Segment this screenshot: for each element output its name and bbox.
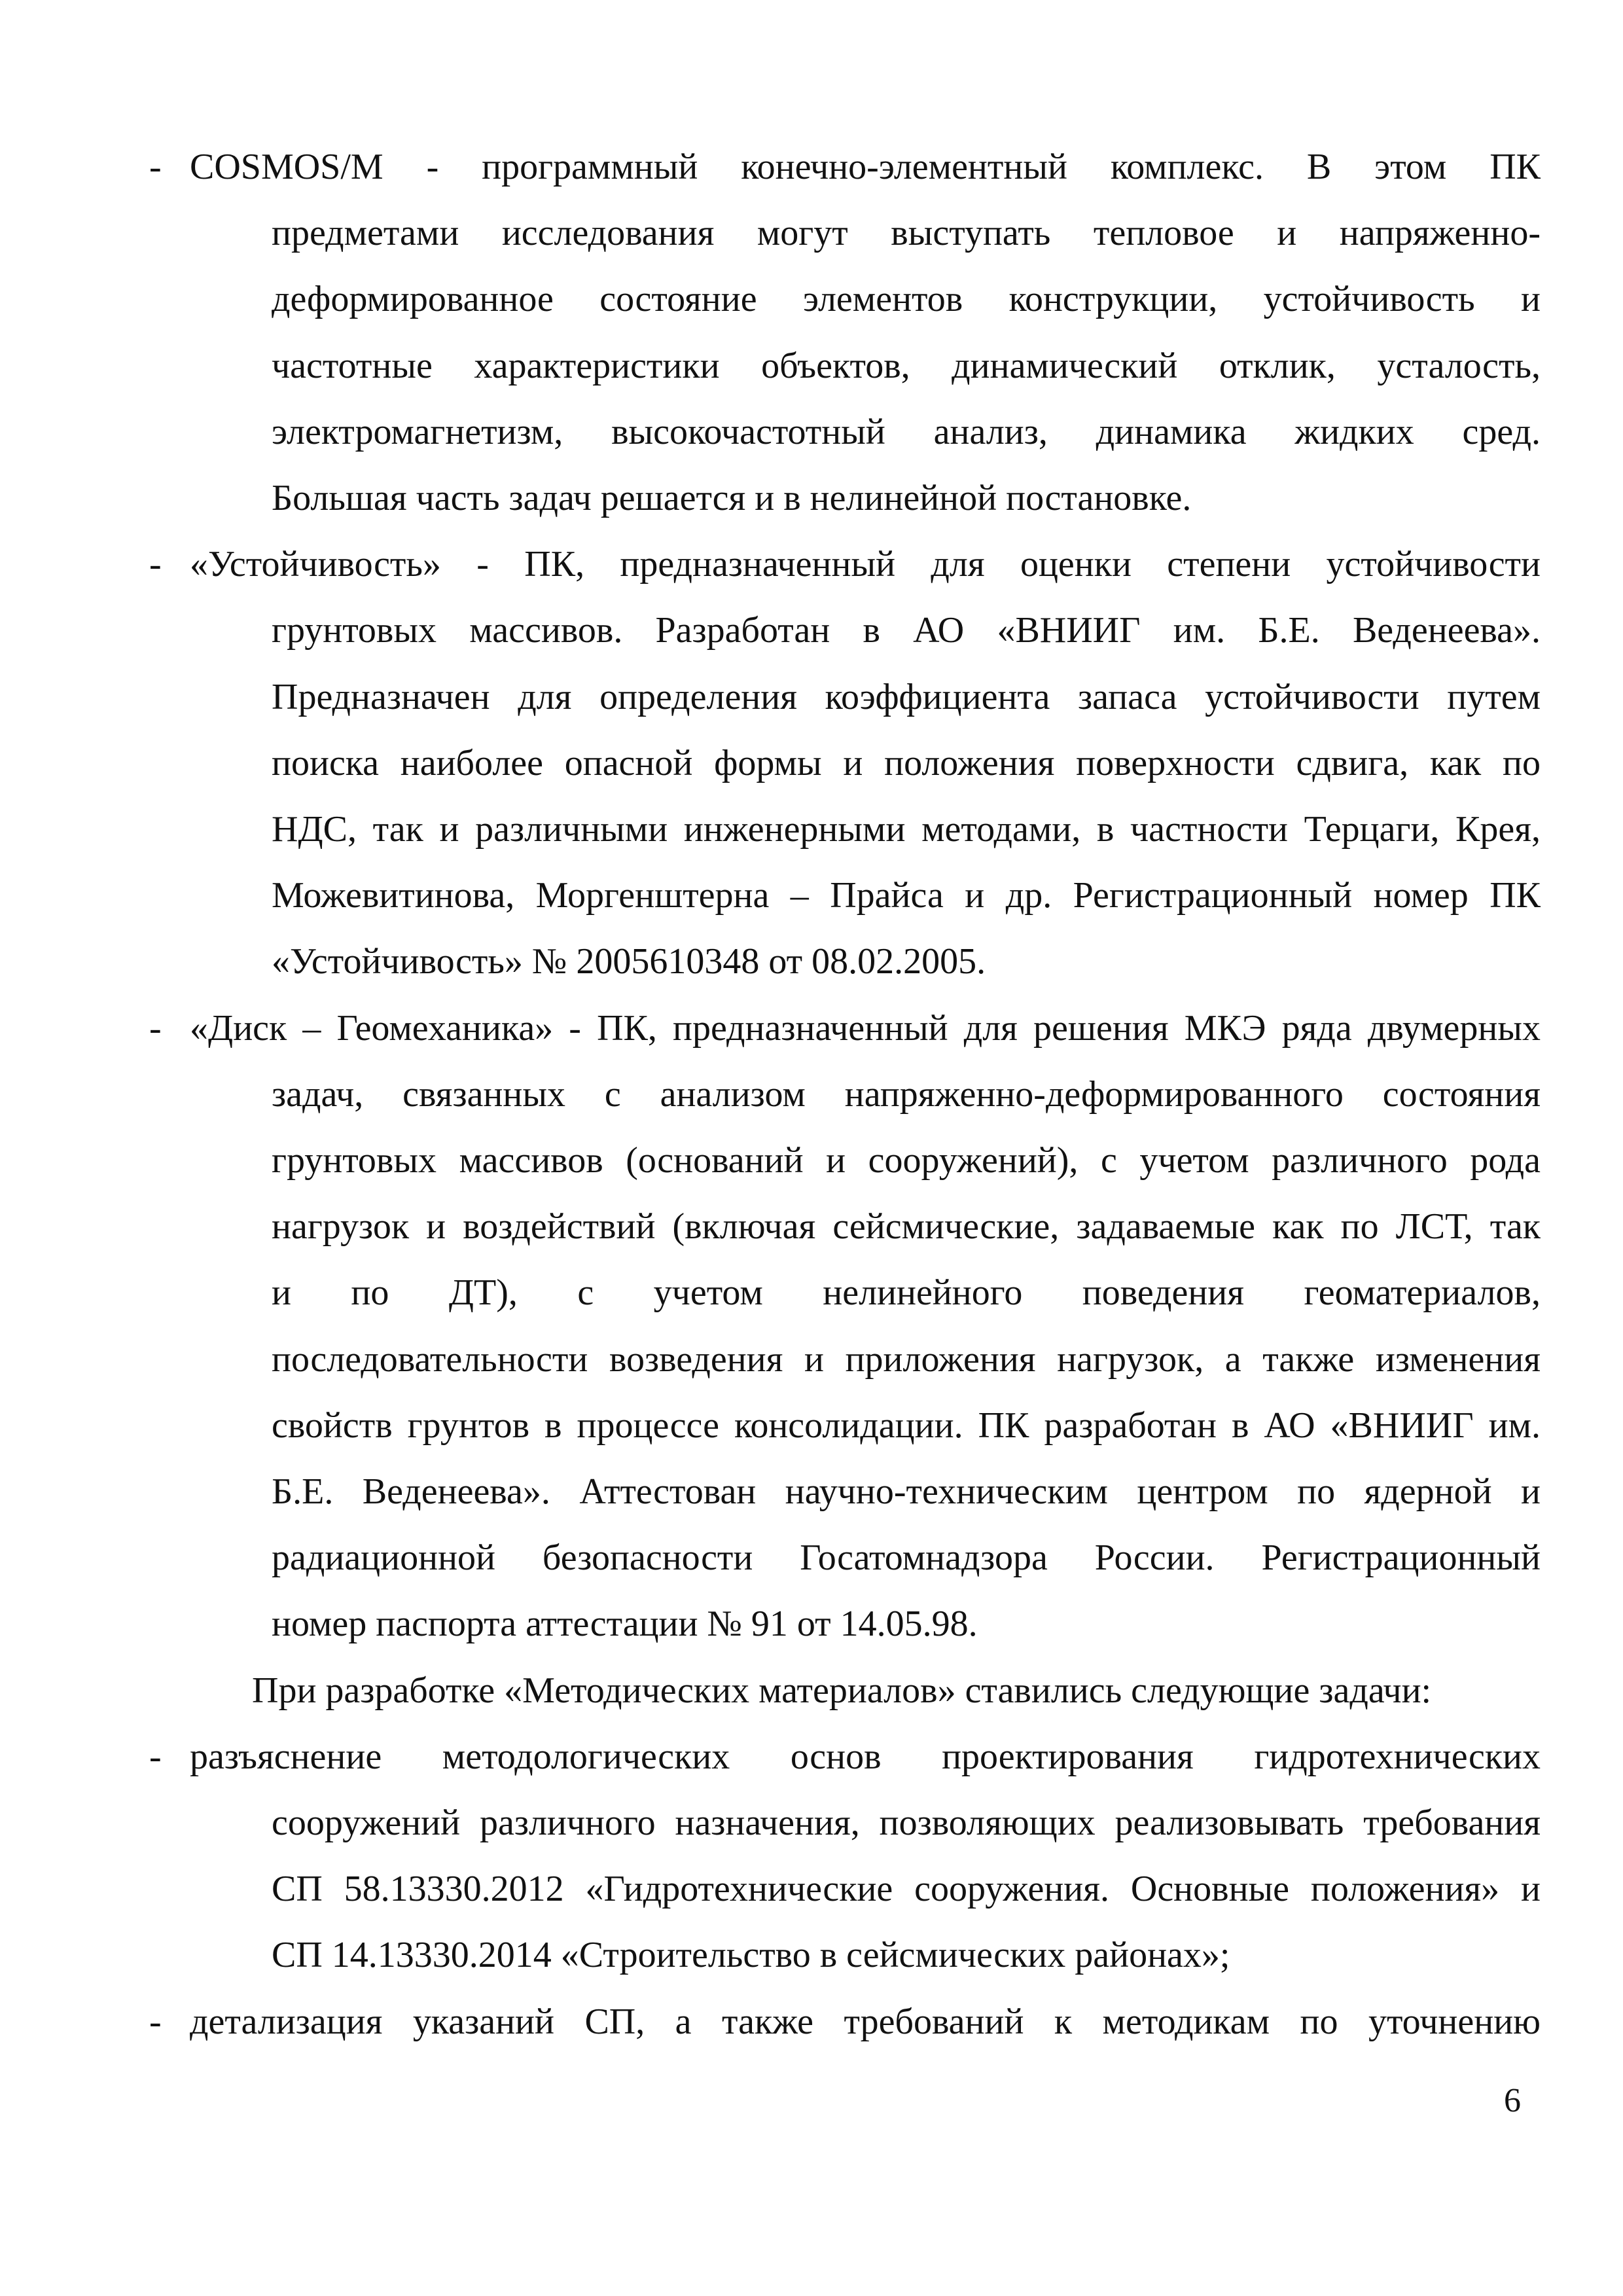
- list-item-first-line: [0, 134, 1623, 200]
- list-dash-marker: -: [149, 2001, 162, 2042]
- text-line: [0, 1922, 1623, 1988]
- line-text: «Устойчивость» № 2005610348 от 08.02.2005.: [272, 941, 986, 982]
- text-line: [0, 664, 1623, 730]
- line-text: СП 14.13330.2014 «Строительство в сейсмических районах»;: [272, 1935, 1230, 1975]
- page-number: 6: [1504, 2082, 1521, 2119]
- line-text: грунтовых массивов. Разработан в АО «ВНИИГ им. Б.Е. Веденеева».: [272, 610, 1541, 651]
- line-text: сооружений различного назначения, позволяющих реализовывать требования: [272, 1803, 1541, 1843]
- text-line: [0, 1260, 1623, 1325]
- text-line: [0, 1790, 1623, 1856]
- text-line: [0, 1525, 1623, 1590]
- list-dash-marker: -: [149, 544, 162, 584]
- line-text: частотные характеристики объектов, динамический отклик, усталость,: [272, 346, 1541, 386]
- text-line: [0, 200, 1623, 266]
- text-line: [0, 333, 1623, 399]
- text-line: [0, 1856, 1623, 1922]
- line-text: НДС, так и различными инженерными методами, в частности Терцаги, Крея,: [272, 809, 1541, 850]
- line-text: детализация указаний СП, а также требований к методикам по уточнению: [190, 2001, 1541, 2042]
- text-line: [0, 1591, 1623, 1657]
- line-text: последовательности возведения и приложения нагрузок, а также изменения: [272, 1339, 1541, 1380]
- line-text: поиска наиболее опасной формы и положения поверхности сдвига, как по: [272, 743, 1541, 783]
- text-line: [0, 730, 1623, 796]
- text-line: [0, 1393, 1623, 1458]
- text-line: [0, 1459, 1623, 1524]
- line-text: электромагнетизм, высокочастотный анализ, динамика жидких сред.: [272, 412, 1541, 452]
- paragraph-line: [0, 1658, 1623, 1723]
- line-text: «Устойчивость» - ПК, предназначенный для оценки степени устойчивости: [190, 544, 1541, 584]
- text-line: [0, 465, 1623, 531]
- text-line: [0, 929, 1623, 994]
- line-text: «Диск – Геомеханика» - ПК, предназначенный для решения МКЭ ряда двумерных: [190, 1008, 1541, 1049]
- text-line: [0, 598, 1623, 663]
- list-dash-marker: -: [149, 147, 162, 187]
- line-text: разъяснение методологических основ проектирования гидротехнических: [190, 1736, 1541, 1777]
- line-text: Можевитинова, Моргенштерна – Прайса и др. Регистрационный номер ПК: [272, 875, 1541, 916]
- line-text: Большая часть задач решается и в нелинейной постановке.: [272, 478, 1192, 518]
- line-text: предметами исследования могут выступать тепловое и напряженно-: [272, 213, 1541, 253]
- line-text: нагрузок и воздействий (включая сейсмические, задаваемые как по ЛСТ, так: [272, 1206, 1541, 1247]
- line-text: СП 58.13330.2012 «Гидротехнические сооружения. Основные положения» и: [272, 1869, 1541, 1909]
- list-item-first-line: [0, 531, 1623, 597]
- list-item-first-line: [0, 1724, 1623, 1789]
- text-line: [0, 1327, 1623, 1392]
- list-dash-marker: -: [149, 1736, 162, 1777]
- line-text: деформированное состояние элементов конструкции, устойчивость и: [272, 279, 1541, 319]
- line-text: свойств грунтов в процессе консолидации. ПК разработан в АО «ВНИИГ им.: [272, 1405, 1541, 1446]
- text-line: [0, 863, 1623, 928]
- list-item-first-line: [0, 1989, 1623, 2054]
- line-text: Б.Е. Веденеева». Аттестован научно-техническим центром по ядерной и: [272, 1471, 1541, 1512]
- line-text: При разработке «Методических материалов» ставились следующие задачи:: [252, 1670, 1432, 1711]
- line-text: грунтовых массивов (оснований и сооружений), с учетом различного рода: [272, 1140, 1541, 1181]
- text-line: [0, 266, 1623, 332]
- line-text: номер паспорта аттестации № 91 от 14.05.98.: [272, 1604, 978, 1644]
- line-text: и по ДТ), с учетом нелинейного поведения геоматериалов,: [272, 1272, 1541, 1313]
- text-line: [0, 1128, 1623, 1193]
- list-item-first-line: [0, 996, 1623, 1061]
- line-text: задач, связанных с анализом напряженно-деформированного состояния: [272, 1074, 1541, 1115]
- text-line: [0, 399, 1623, 465]
- line-text: Предназначен для определения коэффициента запаса устойчивости путем: [272, 677, 1541, 717]
- text-line: [0, 1062, 1623, 1127]
- text-line: [0, 797, 1623, 862]
- text-line: [0, 1194, 1623, 1259]
- line-text: COSMOS/M - программный конечно-элементный комплекс. В этом ПК: [190, 147, 1541, 187]
- list-dash-marker: -: [149, 1008, 162, 1049]
- line-text: радиационной безопасности Госатомнадзора России. Регистрационный: [272, 1537, 1541, 1578]
